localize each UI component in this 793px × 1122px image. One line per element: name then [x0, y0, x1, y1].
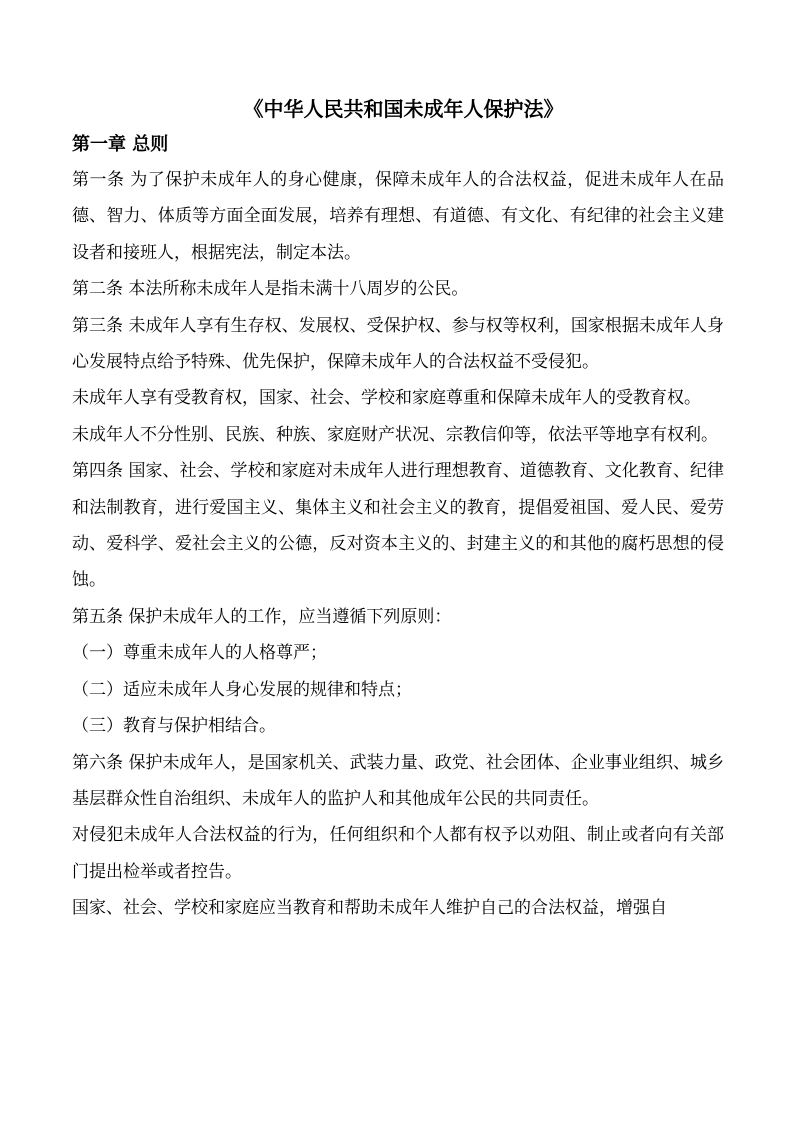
article-6-report-right: 对侵犯未成年人合法权益的行为，任何组织和个人都有权予以劝阻、制止或者向有关部门提出检举或者控告。: [72, 825, 724, 882]
principle-item: （一）尊重未成年人的人格尊严；: [72, 643, 327, 664]
document-body: [72, 130, 724, 927]
principle-item: （二）适应未成年人身心发展的规律和特点；: [72, 679, 412, 700]
article-3: 第三条 未成年人享有生存权、发展权、受保护权、参与权等权利，国家根据未成年人身心发展特点给予特殊、优先保护，保障未成年人的合法权益不受侵犯。: [72, 315, 724, 373]
article-6-education-duty: 国家、社会、学校和家庭应当教育和帮助未成年人维护自己的合法权益，增强自: [72, 898, 667, 919]
article-2: 第二条 本法所称未成年人是指未满十八周岁的公民。: [72, 279, 469, 300]
article-6: 第六条 保护未成年人，是国家机关、武装力量、政党、社会团体、企业事业组织、城乡基层群众性自治组织、未成年人的监护人和其他成年公民的共同责任。: [72, 752, 724, 809]
article-4: 第四条 国家、社会、学校和家庭对未成年人进行理想教育、道德教育、文化教育、纪律和法制教育，进行爱国主义、集体主义和社会主义的教育，提倡爱祖国、爱人民、爱劳动、爱科学、爱社会主义的公德，反对资本主义的、封建主义的和其他的腐朽思想的侵蚀。: [72, 461, 724, 591]
chapter-heading: 第一章 总则: [72, 134, 169, 155]
article-1: 第一条 为了保护未成年人的身心健康，保障未成年人的合法权益，促进未成年人在品德、智力、体质等方面全面发展，培养有理想、有道德、有文化、有纪律的社会主义建设者和接班人，根据宪法，制定本法。: [72, 170, 724, 263]
article-3-education-right: 未成年人享有受教育权，国家、社会、学校和家庭尊重和保障未成年人的受教育权。: [72, 388, 701, 409]
article-5: 第五条 保护未成年人的工作，应当遵循下列原则：: [72, 606, 452, 627]
document-title: 《中华人民共和国未成年人保护法》: [243, 97, 564, 121]
principle-item: （三）教育与保护相结合。: [72, 716, 276, 737]
article-3-equal-rights: 未成年人不分性别、民族、种族、家庭财产状况、宗教信仰等，依法平等地享有权利。: [72, 424, 718, 445]
